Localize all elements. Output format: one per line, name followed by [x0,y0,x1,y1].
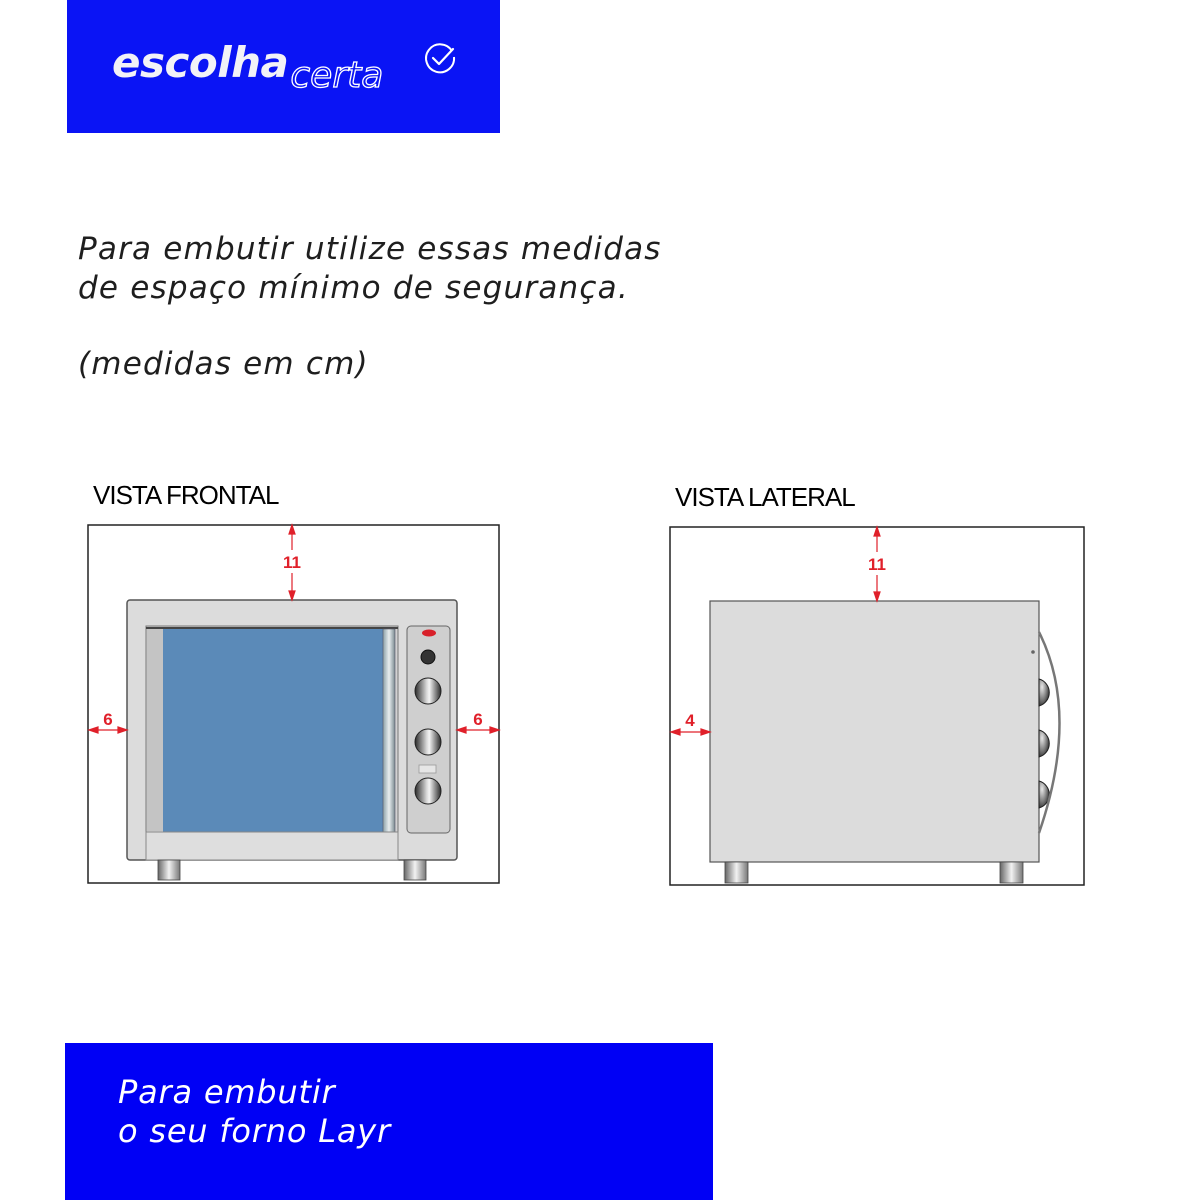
side-view-title: VISTA LATERAL [675,482,855,512]
logo-bold-text: escolha [112,38,289,87]
bottom-banner [65,1043,713,1200]
brand-logo [112,38,384,96]
front-view-title: VISTA FRONTAL [93,480,279,510]
banner-line-1: Para embutir [118,1073,336,1111]
intro-line-2: de espaço mínimo de segurança. [78,270,629,306]
banner-text [118,1073,391,1151]
units-note: (medidas em cm) [78,346,369,382]
brand-logo-box [67,0,500,133]
brand-badge-icon [422,630,436,637]
side-view-diagram [668,524,1088,888]
front-view-diagram [86,522,502,886]
logo-outline-text: certa [290,55,384,96]
intro-text [78,230,662,384]
check-circle-icon [423,42,457,76]
dim-top-label: 11 [283,553,301,572]
dim-right-label: 6 [473,710,483,729]
banner-line-2: o seu forno Layr [118,1112,391,1150]
dim-back-label: 4 [685,711,695,730]
dim-top-label: 11 [868,555,886,574]
intro-line-1: Para embutir utilize essas medidas [78,231,662,267]
dim-left-label: 6 [103,710,113,729]
